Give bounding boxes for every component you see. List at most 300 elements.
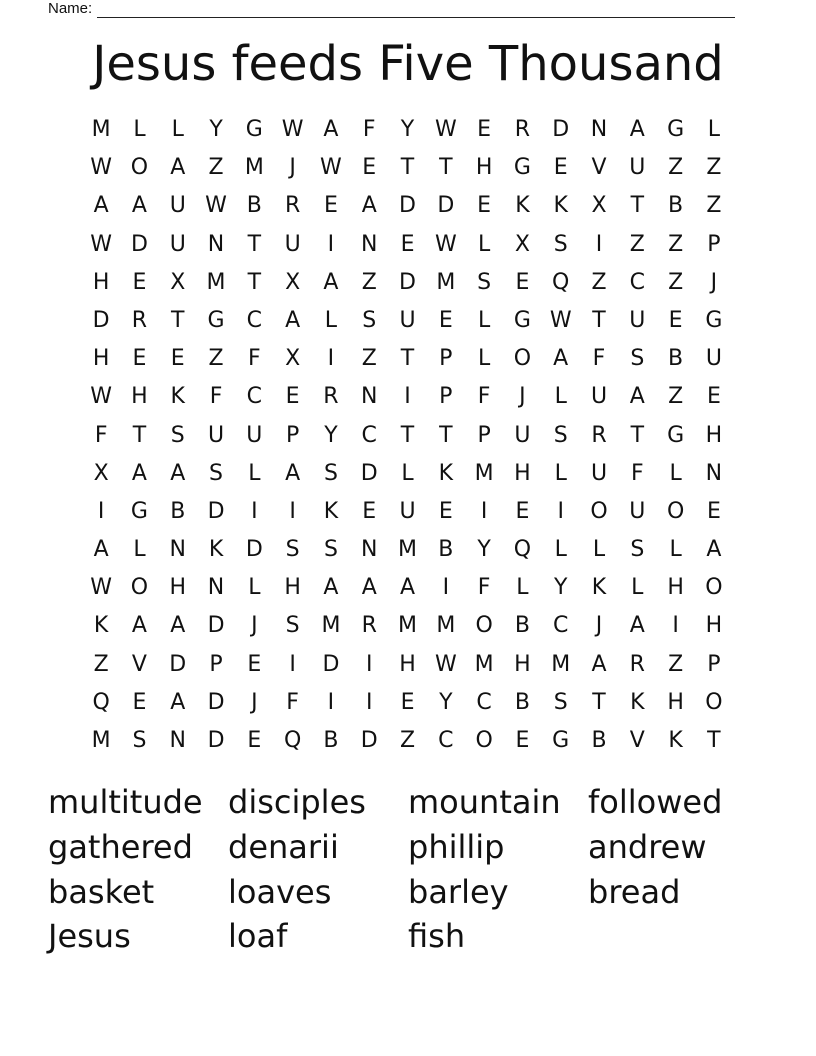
grid-letter: N bbox=[169, 537, 186, 563]
grid-letter: Y bbox=[209, 117, 223, 142]
grid-letter: I bbox=[251, 498, 258, 524]
grid-letter: X bbox=[514, 231, 530, 257]
grid-letter: R bbox=[514, 117, 531, 142]
grid-letter: U bbox=[705, 346, 722, 372]
grid-letter: S bbox=[285, 613, 300, 639]
grid-letter: A bbox=[170, 613, 186, 639]
grid-letter: W bbox=[281, 117, 304, 142]
grid-letter: I bbox=[289, 498, 296, 524]
grid-letter: K bbox=[93, 613, 109, 639]
grid-letter: A bbox=[131, 193, 147, 219]
grid-letter: U bbox=[207, 422, 225, 448]
word-list-item: basket bbox=[48, 872, 155, 911]
grid-letter: E bbox=[553, 155, 568, 181]
grid-letter: B bbox=[438, 537, 454, 563]
grid-letter: O bbox=[666, 498, 685, 524]
grid-letter: H bbox=[514, 460, 531, 486]
grid-letter: A bbox=[629, 117, 645, 142]
grid-letter: D bbox=[169, 651, 187, 677]
grid-letter: E bbox=[247, 728, 262, 753]
name-label: Name: bbox=[48, 0, 93, 17]
grid-letter: D bbox=[552, 117, 570, 142]
grid-letter: J bbox=[251, 689, 258, 715]
grid-letter: U bbox=[629, 307, 646, 333]
grid-letter: C bbox=[553, 613, 569, 639]
grid-letter: G bbox=[667, 422, 685, 448]
grid-letter: W bbox=[205, 193, 227, 219]
grid-letter: W bbox=[320, 155, 342, 181]
grid-letter: K bbox=[438, 460, 454, 486]
grid-letter: T bbox=[132, 422, 147, 448]
grid-letter: L bbox=[516, 575, 529, 601]
name-field bbox=[48, 0, 735, 18]
grid-letter: M bbox=[398, 613, 418, 639]
grid-letter: H bbox=[169, 575, 187, 601]
grid-letter: C bbox=[476, 689, 492, 715]
grid-letter: H bbox=[399, 651, 416, 677]
grid-letter: M bbox=[436, 269, 456, 295]
grid-letter: L bbox=[171, 117, 184, 142]
grid-letter: P bbox=[439, 346, 453, 372]
word-list-item: andrew bbox=[588, 827, 707, 866]
grid-letter: S bbox=[553, 422, 568, 448]
grid-letter: N bbox=[169, 728, 186, 753]
grid-letter: D bbox=[399, 193, 416, 219]
grid-letter: E bbox=[132, 269, 147, 295]
word-list bbox=[48, 780, 768, 959]
grid-letter: B bbox=[668, 193, 684, 219]
grid-letter: D bbox=[130, 231, 148, 257]
grid-letter: K bbox=[591, 575, 607, 601]
grid-letter: W bbox=[90, 575, 113, 601]
grid-letter: B bbox=[668, 346, 684, 372]
grid-letter: Q bbox=[92, 689, 110, 715]
word-list-item: bread bbox=[588, 872, 681, 911]
grid-letter: D bbox=[360, 460, 378, 486]
word-list-item: phillip bbox=[408, 827, 505, 866]
grid-letter: H bbox=[705, 613, 723, 639]
grid-letter: S bbox=[630, 537, 645, 563]
grid-letter: X bbox=[591, 193, 607, 219]
grid-letter: E bbox=[132, 689, 147, 715]
grid-letter: D bbox=[360, 728, 378, 753]
grid-letter: M bbox=[474, 460, 494, 486]
grid-letter: G bbox=[207, 307, 225, 333]
grid-letter: I bbox=[595, 231, 603, 257]
grid-letter: I bbox=[672, 613, 679, 639]
grid-letter: T bbox=[400, 422, 415, 448]
grid-letter: D bbox=[245, 537, 263, 563]
grid-letter: K bbox=[553, 193, 568, 219]
grid-letter: A bbox=[323, 575, 339, 601]
grid-letter: D bbox=[207, 728, 225, 753]
grid-letter: U bbox=[246, 422, 263, 448]
grid-letter: T bbox=[630, 422, 645, 448]
grid-letter: E bbox=[132, 346, 147, 372]
grid-letter: R bbox=[131, 307, 148, 333]
grid-letter: Z bbox=[399, 728, 416, 753]
grid-letter: W bbox=[434, 231, 457, 257]
grid-letter: M bbox=[474, 651, 494, 677]
grid-letter: U bbox=[169, 231, 186, 257]
grid-letter: O bbox=[475, 613, 493, 639]
grid-letter: H bbox=[284, 575, 301, 601]
grid-letter: Z bbox=[668, 155, 684, 181]
grid-letter: F bbox=[286, 689, 299, 715]
grid-letter: P bbox=[285, 422, 300, 448]
grid-letter: O bbox=[590, 498, 608, 524]
grid-letter: D bbox=[207, 613, 225, 639]
grid-letter: F bbox=[477, 575, 491, 601]
grid-letter: G bbox=[705, 307, 723, 333]
grid-letter: R bbox=[323, 384, 339, 410]
grid-letter: G bbox=[130, 498, 148, 524]
grid-letter: I bbox=[480, 498, 488, 524]
grid-letter: U bbox=[590, 384, 608, 410]
grid-letter: U bbox=[629, 155, 646, 181]
grid-letter: R bbox=[284, 193, 301, 219]
grid-letter: B bbox=[170, 498, 186, 524]
grid-letter: P bbox=[209, 651, 223, 677]
grid-letter: Q bbox=[513, 537, 532, 563]
grid-letter: C bbox=[629, 269, 645, 295]
grid-letter: D bbox=[437, 193, 455, 219]
grid-letter: S bbox=[553, 231, 568, 257]
grid-letter: L bbox=[669, 537, 682, 563]
grid-letter: E bbox=[247, 651, 262, 677]
grid-letter: S bbox=[362, 307, 377, 333]
grid-letter: L bbox=[248, 460, 261, 486]
grid-letter: W bbox=[434, 117, 457, 142]
grid-letter: Y bbox=[324, 422, 338, 448]
grid-letter: Z bbox=[668, 269, 684, 295]
word-list-item: fish bbox=[408, 917, 466, 956]
grid-letter: M bbox=[91, 728, 111, 753]
grid-letter: N bbox=[360, 231, 378, 257]
grid-letter: L bbox=[477, 346, 491, 372]
grid-letter: T bbox=[592, 689, 606, 715]
word-list-item: followed bbox=[588, 783, 723, 821]
grid-letter: M bbox=[206, 269, 226, 295]
grid-letter: A bbox=[285, 307, 301, 333]
grid-letter: V bbox=[629, 728, 645, 753]
grid-letter: W bbox=[90, 384, 113, 410]
grid-letter: C bbox=[361, 422, 377, 448]
grid-letter: L bbox=[631, 575, 644, 601]
grid-letter: Z bbox=[706, 193, 722, 219]
grid-letter: J bbox=[289, 155, 296, 181]
grid-letter: S bbox=[285, 537, 300, 563]
grid-letter: W bbox=[549, 307, 572, 333]
grid-letter: T bbox=[707, 728, 721, 753]
grid-letter: E bbox=[170, 346, 185, 372]
grid-letter: I bbox=[289, 651, 296, 677]
grid-letter: T bbox=[247, 269, 262, 295]
grid-letter: T bbox=[400, 346, 415, 372]
grid-letter: I bbox=[327, 231, 335, 257]
grid-letter: U bbox=[629, 498, 646, 524]
grid-letter: L bbox=[477, 307, 491, 333]
grid-letter: S bbox=[323, 537, 338, 563]
grid-letter: W bbox=[434, 651, 457, 677]
grid-letter: P bbox=[707, 651, 721, 677]
grid-letter: I bbox=[365, 689, 373, 715]
word-list-item: gathered bbox=[48, 827, 193, 866]
grid-letter: A bbox=[131, 460, 147, 486]
grid-letter: N bbox=[360, 537, 378, 563]
grid-letter: F bbox=[362, 117, 376, 142]
grid-letter: G bbox=[513, 155, 531, 181]
grid-letter: W bbox=[90, 231, 113, 257]
grid-letter: A bbox=[706, 537, 722, 563]
grid-letter: I bbox=[365, 651, 373, 677]
grid-letter: Z bbox=[208, 346, 224, 372]
grid-letter: H bbox=[667, 575, 684, 601]
grid-letter: Z bbox=[591, 269, 607, 295]
grid-letter: L bbox=[133, 117, 146, 142]
grid-letter: Z bbox=[668, 231, 684, 257]
grid-letter: X bbox=[93, 460, 109, 486]
grid-letter: K bbox=[170, 384, 185, 410]
word-list-item: denarii bbox=[228, 827, 339, 866]
grid-letter: I bbox=[442, 575, 450, 601]
grid-letter: H bbox=[475, 155, 493, 181]
grid-letter: K bbox=[515, 193, 530, 219]
grid-letter: S bbox=[170, 422, 185, 448]
grid-letter: U bbox=[399, 307, 416, 333]
grid-letter: U bbox=[284, 231, 301, 257]
grid-letter: L bbox=[248, 575, 261, 601]
grid-letter: B bbox=[514, 689, 530, 715]
grid-letter: E bbox=[515, 498, 530, 524]
grid-letter: A bbox=[399, 575, 416, 601]
grid-letter: U bbox=[399, 498, 416, 524]
grid-letter: S bbox=[630, 346, 645, 372]
grid-letter: B bbox=[246, 193, 262, 219]
grid-letter: T bbox=[630, 193, 645, 219]
grid-letter: N bbox=[207, 231, 225, 257]
grid-letter: T bbox=[592, 307, 606, 333]
grid-letter: S bbox=[132, 728, 147, 753]
grid-letter: F bbox=[94, 422, 108, 448]
grid-letter: O bbox=[130, 155, 149, 181]
word-list-item: Jesus bbox=[48, 917, 131, 956]
grid-letter: N bbox=[590, 117, 608, 142]
word-list-item: multitude bbox=[48, 783, 203, 821]
grid-letter: I bbox=[97, 498, 105, 524]
grid-letter: C bbox=[246, 307, 263, 333]
grid-letter: R bbox=[591, 422, 607, 448]
grid-letter: Z bbox=[361, 269, 377, 295]
grid-letter: I bbox=[327, 689, 335, 715]
grid-letter: E bbox=[515, 728, 530, 753]
grid-letter: A bbox=[285, 460, 301, 486]
grid-letter: H bbox=[131, 384, 148, 410]
grid-letter: C bbox=[246, 384, 263, 410]
grid-letter: M bbox=[551, 651, 571, 677]
grid-letter: R bbox=[361, 613, 377, 639]
grid-letter: E bbox=[362, 155, 377, 181]
grid-letter: Z bbox=[629, 231, 645, 257]
grid-letter: L bbox=[669, 460, 682, 486]
grid-letter: T bbox=[171, 307, 185, 333]
grid-letter: Y bbox=[400, 117, 415, 142]
grid-letter: E bbox=[323, 193, 338, 219]
grid-letter: U bbox=[514, 422, 531, 448]
word-list-item: mountain bbox=[408, 783, 561, 821]
grid-letter: I bbox=[404, 384, 411, 410]
grid-letter: A bbox=[323, 269, 339, 295]
grid-letter: L bbox=[401, 460, 414, 486]
grid-letter: K bbox=[323, 498, 339, 524]
grid-letter: T bbox=[439, 155, 453, 181]
grid-letter: D bbox=[399, 269, 416, 295]
word-list-item: loaf bbox=[228, 917, 288, 956]
grid-letter: S bbox=[477, 269, 492, 295]
grid-letter: F bbox=[248, 346, 261, 372]
grid-letter: I bbox=[557, 498, 564, 524]
grid-letter: K bbox=[208, 537, 224, 563]
grid-letter: G bbox=[245, 117, 263, 142]
grid-letter: W bbox=[90, 155, 113, 181]
grid-letter: A bbox=[323, 117, 339, 142]
grid-letter: J bbox=[595, 613, 603, 639]
grid-letter: J bbox=[710, 269, 718, 295]
grid-letter: E bbox=[477, 193, 492, 219]
grid-letter: Z bbox=[668, 384, 684, 410]
grid-letter: V bbox=[131, 651, 147, 677]
grid-letter: J bbox=[251, 613, 258, 639]
grid-letter: G bbox=[552, 728, 570, 753]
grid-letter: E bbox=[515, 269, 530, 295]
grid-letter: F bbox=[477, 384, 491, 410]
grid-letter: O bbox=[475, 728, 493, 753]
grid-letter: M bbox=[321, 613, 341, 639]
grid-letter: O bbox=[513, 346, 532, 372]
word-list-item: loaves bbox=[228, 872, 332, 911]
grid-letter: Z bbox=[706, 155, 722, 181]
grid-letter: T bbox=[247, 231, 262, 257]
grid-letter: N bbox=[360, 384, 378, 410]
grid-letter: M bbox=[91, 117, 111, 142]
grid-letter: X bbox=[285, 346, 301, 372]
grid-letter: P bbox=[477, 422, 491, 448]
grid-letter: P bbox=[707, 231, 721, 257]
grid-letter: E bbox=[438, 498, 453, 524]
grid-letter: U bbox=[590, 460, 608, 486]
grid-letter: D bbox=[322, 651, 340, 677]
grid-letter: E bbox=[285, 384, 300, 410]
grid-letter: E bbox=[362, 498, 377, 524]
grid-letter: F bbox=[592, 346, 606, 372]
grid-letter: H bbox=[92, 346, 110, 372]
grid-letter: A bbox=[170, 155, 186, 181]
grid-letter: S bbox=[323, 460, 338, 486]
grid-letter: F bbox=[630, 460, 644, 486]
grid-letter: B bbox=[591, 728, 607, 753]
grid-letter: O bbox=[130, 575, 149, 601]
grid-letter: L bbox=[554, 460, 567, 486]
grid-letter: G bbox=[667, 117, 685, 142]
grid-letter: Y bbox=[477, 537, 491, 563]
grid-letter: X bbox=[170, 269, 186, 295]
grid-letter: Z bbox=[208, 155, 224, 181]
grid-letter: O bbox=[705, 689, 723, 715]
grid-letter: D bbox=[207, 689, 225, 715]
grid-letter: E bbox=[668, 307, 683, 333]
grid-letter: Q bbox=[552, 269, 570, 295]
grid-letter: A bbox=[591, 651, 607, 677]
grid-letter: L bbox=[554, 537, 567, 563]
grid-letter: V bbox=[591, 155, 607, 181]
grid-letter: B bbox=[323, 728, 339, 753]
grid-letter: A bbox=[629, 384, 645, 410]
grid-letter: L bbox=[707, 117, 721, 142]
grid-letter: D bbox=[207, 498, 225, 524]
grid-letter: A bbox=[93, 537, 109, 563]
grid-letter: E bbox=[477, 117, 492, 142]
grid-letter: A bbox=[170, 460, 186, 486]
grid-letter: A bbox=[131, 613, 147, 639]
grid-letter: L bbox=[554, 384, 567, 410]
grid-letter: A bbox=[629, 613, 645, 639]
grid-letter: A bbox=[553, 346, 569, 372]
grid-letter: N bbox=[705, 460, 723, 486]
grid-letter: B bbox=[514, 613, 530, 639]
grid-letter: K bbox=[630, 689, 645, 715]
word-list-item: barley bbox=[408, 872, 509, 911]
grid-letter: O bbox=[705, 575, 723, 601]
letter-grid bbox=[82, 111, 733, 760]
grid-letter: M bbox=[244, 155, 264, 181]
grid-letter: A bbox=[361, 193, 377, 219]
grid-letter: L bbox=[324, 307, 338, 333]
grid-letter: E bbox=[438, 307, 453, 333]
grid-letter: G bbox=[513, 307, 531, 333]
grid-letter: S bbox=[209, 460, 224, 486]
grid-letter: H bbox=[705, 422, 723, 448]
grid-letter: C bbox=[438, 728, 454, 753]
grid-letter: L bbox=[133, 537, 146, 563]
grid-letter: H bbox=[92, 269, 110, 295]
grid-letter: R bbox=[629, 651, 645, 677]
word-list-item: disciples bbox=[228, 783, 366, 821]
grid-letter: I bbox=[327, 346, 335, 372]
grid-letter: J bbox=[519, 384, 526, 410]
name-blank-line bbox=[97, 3, 735, 18]
grid-letter: T bbox=[400, 155, 415, 181]
grid-letter: L bbox=[477, 231, 491, 257]
grid-letter: K bbox=[668, 728, 683, 753]
grid-letter: E bbox=[706, 498, 721, 524]
grid-letter: T bbox=[439, 422, 453, 448]
grid-letter: X bbox=[285, 269, 301, 295]
grid-letter: A bbox=[170, 689, 186, 715]
grid-letter: L bbox=[592, 537, 606, 563]
grid-letter: E bbox=[400, 231, 415, 257]
page-title: Jesus feeds Five Thousand bbox=[92, 36, 724, 92]
grid-letter: M bbox=[398, 537, 418, 563]
grid-letter: P bbox=[439, 384, 453, 410]
grid-letter: Z bbox=[93, 651, 109, 677]
grid-letter: U bbox=[169, 193, 186, 219]
grid-letter: H bbox=[667, 689, 684, 715]
grid-letter: Y bbox=[553, 575, 568, 601]
grid-letter: E bbox=[706, 384, 721, 410]
grid-letter: Z bbox=[361, 346, 377, 372]
grid-letter: H bbox=[514, 651, 531, 677]
grid-letter: S bbox=[553, 689, 568, 715]
